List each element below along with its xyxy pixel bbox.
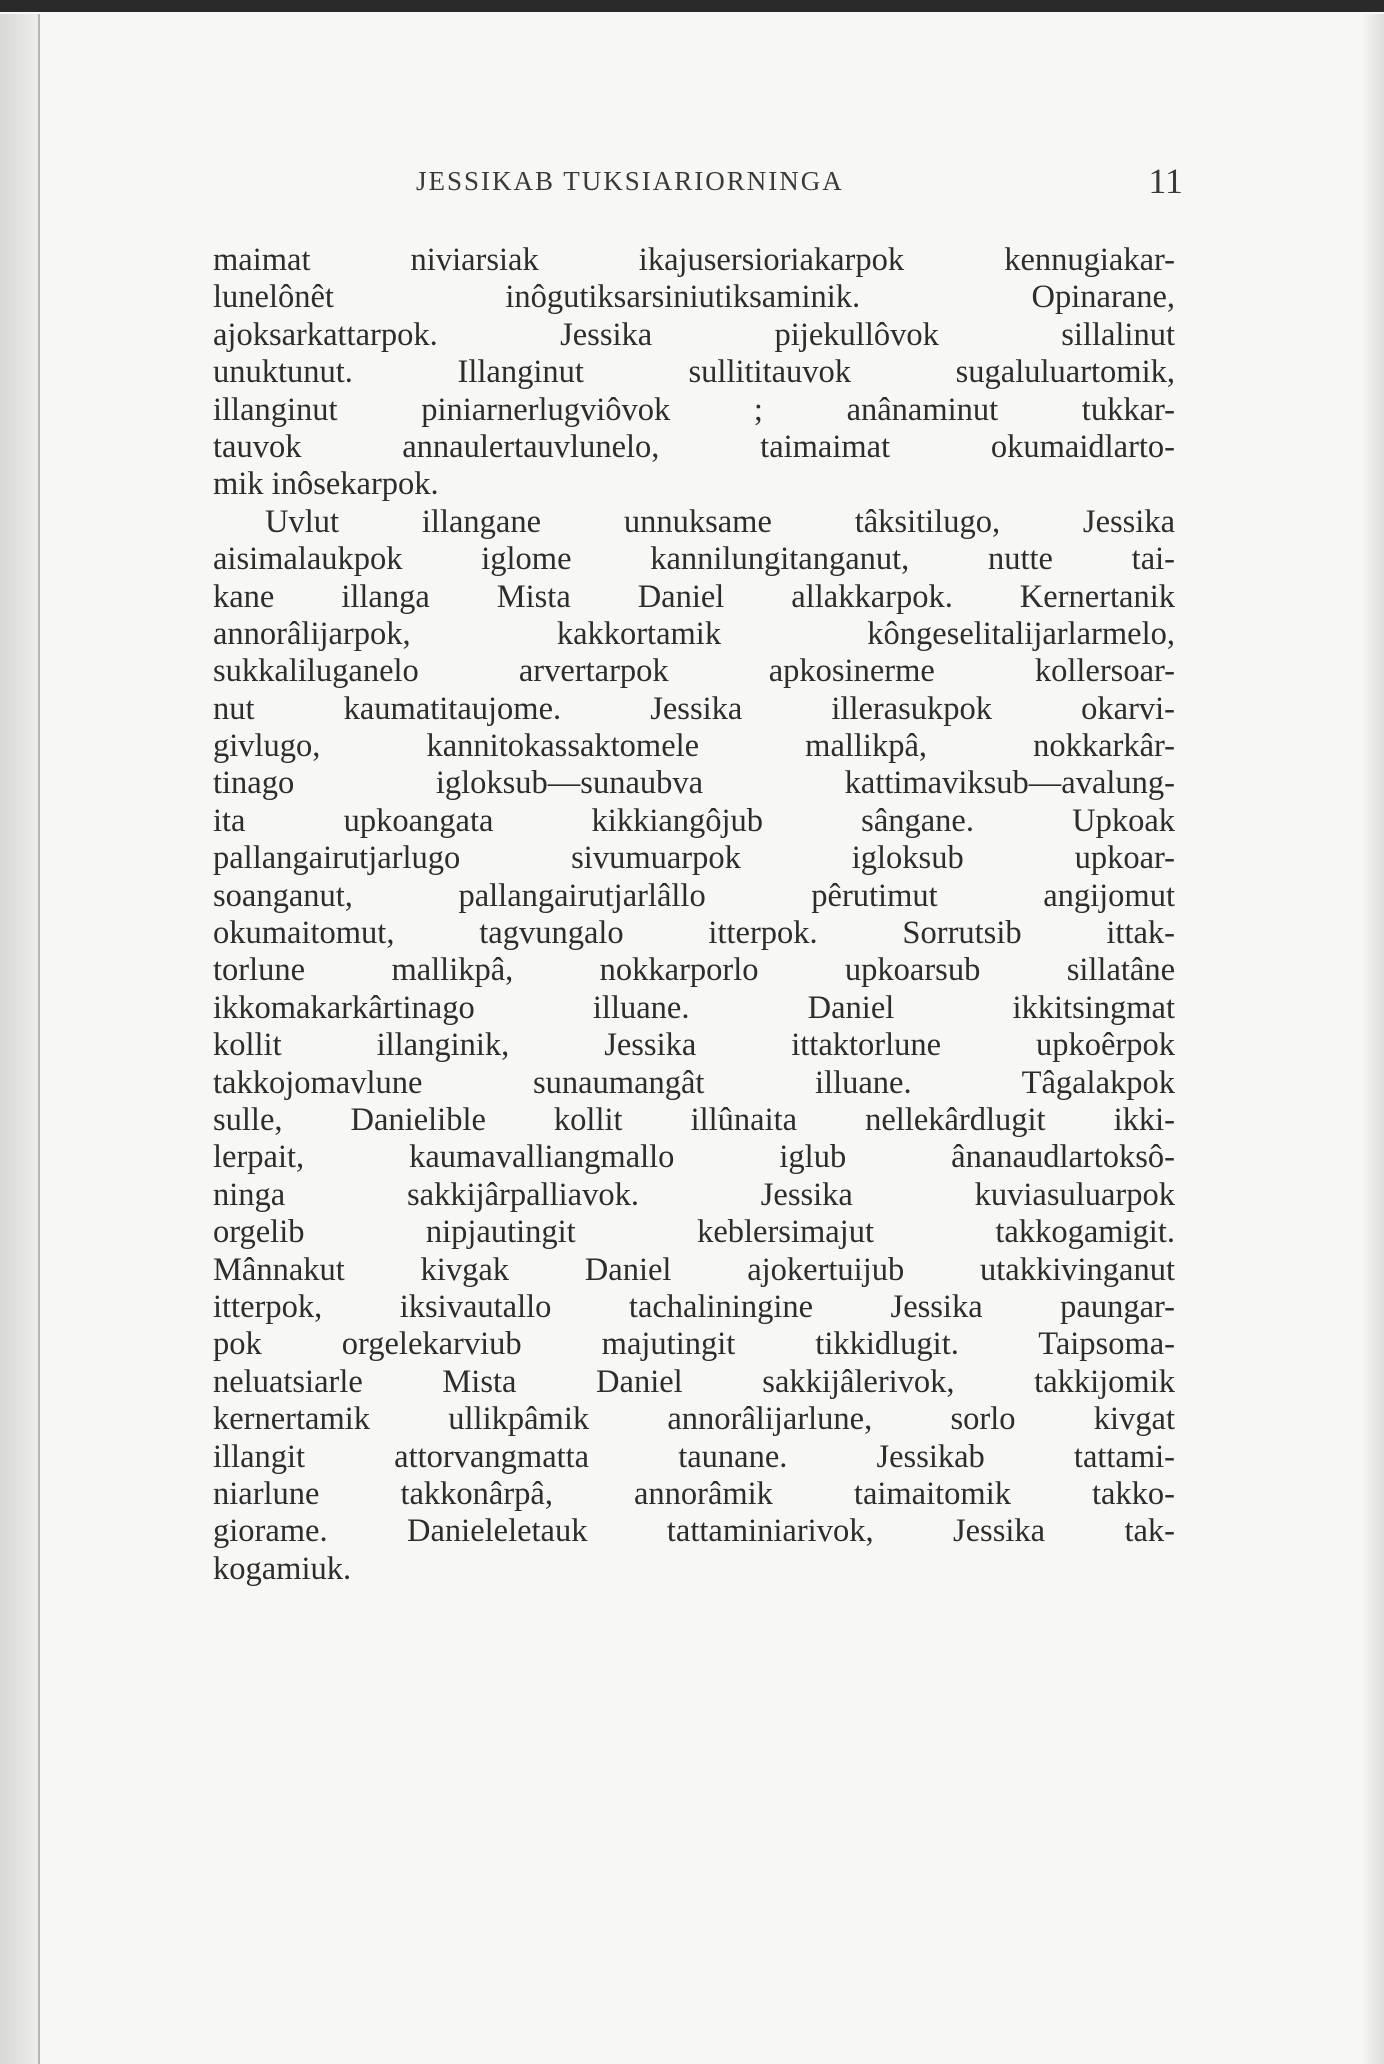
text-line: kollit illanginik, Jessika ittaktorlune upkoêrpok [213, 1027, 1175, 1064]
text-line: okumaitomut, tagvungalo itterpok. Sorrutsib ittak- [213, 915, 1175, 952]
binding-edge [38, 14, 40, 2064]
text-line: unuktunut. Illanginut sullititauvok sugaluluartomik, [213, 354, 1175, 391]
text-line: niarlune takkonârpâ, annorâmik taimaitomik takko- [213, 1475, 1175, 1512]
running-title: JESSIKAB TUKSIARIORNINGA [416, 166, 844, 196]
text-line: ajoksarkattarpok. Jessika pijekullôvok sillalinut [213, 316, 1175, 353]
text-line: takkojomavlune sunaumangât illuane. Tâgalakpok [213, 1064, 1175, 1101]
text-line: lerpait, kaumavalliangmallo iglub ânanaudlartoksô- [213, 1139, 1175, 1176]
text-line: illanginut piniarnerlugviôvok ; anânaminut tukkar- [213, 391, 1175, 428]
paragraph-start-line: Uvlut illangane unnuksame tâksitilugo, Jessika [265, 503, 1175, 540]
text-line: tinago igloksub—sunaubva kattimaviksub—avalung- [213, 765, 1175, 802]
text-line: aisimalaukpok iglome kannilungitanganut, nutte tai- [213, 541, 1175, 578]
body-text [213, 242, 1175, 1588]
text-line: orgelib nipjautingit keblersimajut takkogamigit. [213, 1214, 1175, 1251]
text-line: giorame. Danieleletauk tattaminiarivok, Jessika tak- [213, 1513, 1175, 1550]
text-line: pok orgelekarviub majutingit tikkidlugit. Taipsoma- [213, 1326, 1175, 1363]
text-line: kernertamik ullikpâmik annorâlijarlune, sorlo kivgat [213, 1401, 1175, 1438]
text-line: maimat niviarsiak ikajusersioriakarpok kennugiakar- [213, 242, 1175, 278]
binding-shadow [0, 14, 38, 2064]
running-head [213, 160, 1183, 204]
text-line: soanganut, pallangairutjarlâllo pêrutimut angijomut [213, 877, 1175, 914]
text-line: sulle, Danielible kollit illûnaita nellekârdlugit ikki- [213, 1101, 1175, 1138]
text-line: itterpok, iksivautallo tachaliningine Jessika paungar- [213, 1288, 1175, 1325]
text-line: givlugo, kannitokassaktomele mallikpâ, nokkarkâr- [213, 728, 1175, 765]
text-line: sukkaliluganelo arvertarpok apkosinerme kollersoar- [213, 653, 1175, 690]
text-line: neluatsiarle Mista Daniel sakkijâlerivok, takkijomik [213, 1363, 1175, 1400]
text-line: torlune mallikpâ, nokkarporlo upkoarsub sillatâne [213, 952, 1175, 989]
text-line: illangit attorvangmatta taunane. Jessikab tattami- [213, 1438, 1175, 1475]
text-line: pallangairutjarlugo sivumuarpok igloksub upkoar- [213, 840, 1175, 877]
text-line: ninga sakkijârpalliavok. Jessika kuviasuluarpok [213, 1176, 1175, 1213]
text-line: annorâlijarpok, kakkortamik kôngeselitalijarlarmelo, [213, 615, 1175, 652]
text-line: ita upkoangata kikkiangôjub sângane. Upkoak [213, 802, 1175, 839]
text-line: lunelônêt inôgutiksarsiniutiksaminik. Opinarane, [213, 279, 1175, 316]
page-number: 11 [1148, 161, 1183, 201]
text-line: tauvok annaulertauvlunelo, taimaimat okumaidlarto- [213, 428, 1175, 465]
text-line: kane illanga Mista Daniel allakkarpok. Kernertanik [213, 578, 1175, 615]
text-line: kogamiuk. [213, 1550, 352, 1587]
text-line: Mânnakut kivgak Daniel ajokertuijub utakkivinganut [213, 1251, 1175, 1288]
text-line: ikkomakarkârtinago illuane. Daniel ikkitsingmat [213, 989, 1175, 1026]
text-line: nut kaumatitaujome. Jessika illerasukpok okarvi- [213, 690, 1175, 727]
page-edge-shadow [1362, 14, 1384, 2064]
text-line: mik inôsekarpok. [213, 466, 439, 503]
